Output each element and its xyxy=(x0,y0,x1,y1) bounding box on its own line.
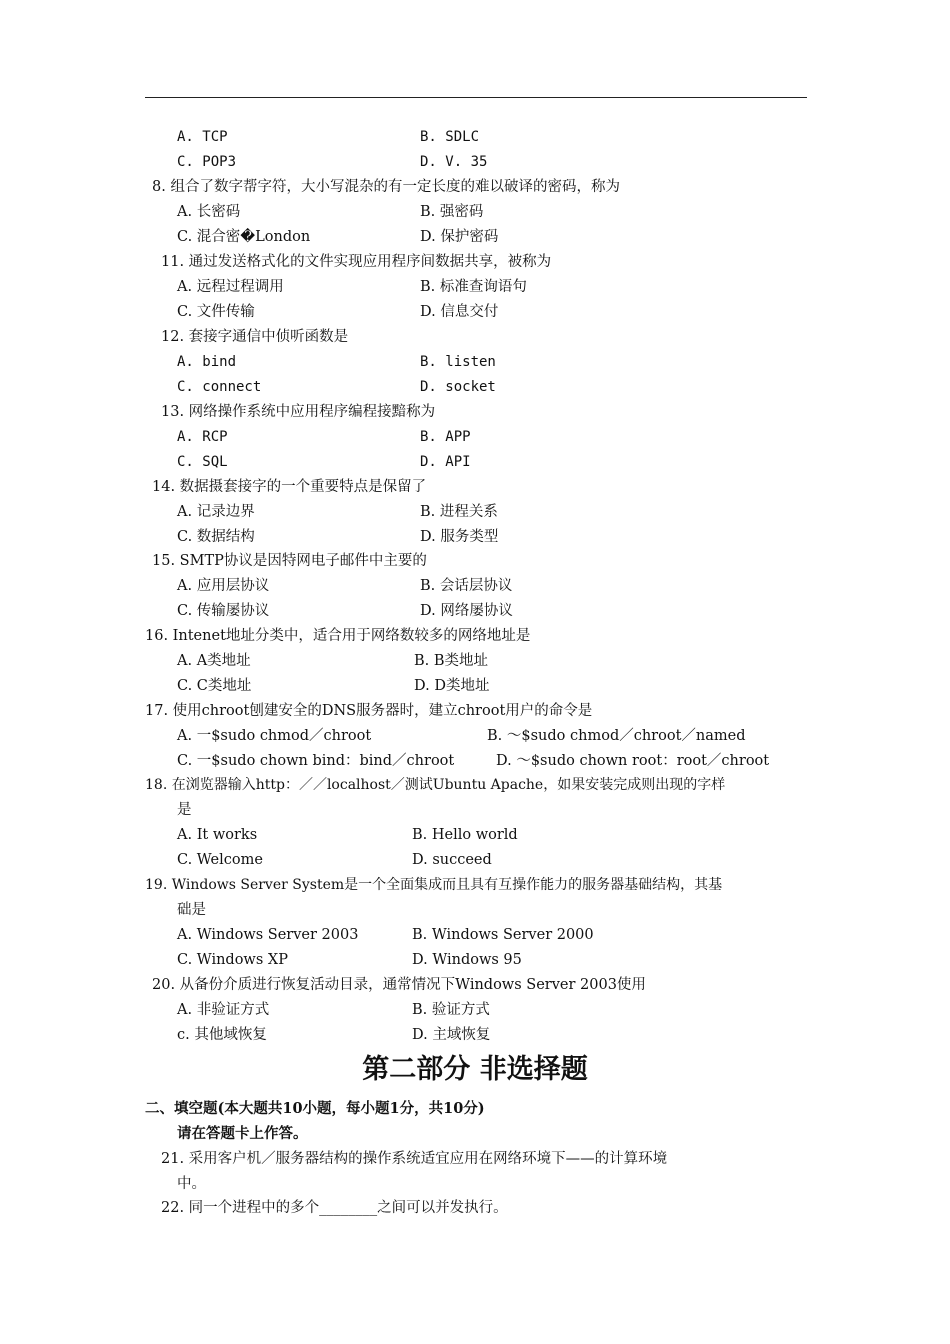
question-stem: 15. SMTP协议是因特网电子邮件中主要的 xyxy=(152,553,427,569)
option-c: C. Welcome xyxy=(177,852,263,868)
question-stem: 19. Windows Server System是一个全面集成而且具有互操作能力的服务器基础结构，其基 xyxy=(145,877,723,893)
option-b: B. 标准查询语句 xyxy=(420,279,527,295)
option-b: B. Windows Server 2000 xyxy=(412,927,594,943)
question-stem: 14. 数据摄套接字的一个重要特点是保留了 xyxy=(152,479,427,495)
option-a: A. 非验证方式 xyxy=(177,1002,270,1018)
option-c: C. 混合密�London xyxy=(177,229,311,245)
option-a: A. It works xyxy=(177,827,258,843)
option-c: C. connect xyxy=(177,379,262,395)
option-c: C. Windows XP xyxy=(177,952,288,968)
option-b: B. Hello world xyxy=(412,827,518,843)
option-c: C. 传输屡协议 xyxy=(177,603,270,619)
option-d: D. D类地址 xyxy=(414,678,490,694)
option-c: C. POP3 xyxy=(177,154,237,170)
option-d: D. 网络屡协议 xyxy=(420,603,513,619)
header-rule xyxy=(145,97,807,98)
question-stem: 21. 采用客户机／服务器结构的操作系统适宜应用在网络环境下——的计算环境 xyxy=(161,1151,668,1167)
option-a: A. TCP xyxy=(177,129,228,145)
option-a: A. RCP xyxy=(177,429,228,445)
option-b: B. 进程关系 xyxy=(420,504,498,520)
option-a: A. 应用层协议 xyxy=(177,578,270,594)
question-stem: 18. 在浏览器输入http：／／localhost／测试Ubuntu Apache，如果安装完成则出现的字样 xyxy=(145,777,726,793)
question-stem-continuation: 础是 xyxy=(177,902,206,918)
option-d: D. API xyxy=(420,454,471,470)
option-a: A. bind xyxy=(177,354,237,370)
option-a: A. A类地址 xyxy=(177,653,251,669)
option-d: D. 保护密码 xyxy=(420,229,499,245)
section-instruction: 请在答题卡上作答。 xyxy=(177,1125,308,1142)
option-d: D. 主域恢复 xyxy=(412,1027,491,1043)
option-d: D. V. 35 xyxy=(420,154,488,170)
option-a: A. Windows Server 2003 xyxy=(177,927,359,943)
option-a: A. 一$sudo chmod／chroot xyxy=(177,728,372,744)
option-b: B. 强密码 xyxy=(420,204,484,220)
option-a: A. 记录边界 xyxy=(177,504,255,520)
option-b: B. listen xyxy=(420,354,496,370)
option-c: C. C类地址 xyxy=(177,678,252,694)
option-c: C. 文件传输 xyxy=(177,304,255,320)
option-b: B. 会话层协议 xyxy=(420,578,513,594)
option-b: B. ～$sudo chmod／chroot／named xyxy=(487,728,746,744)
question-stem: 8. 组合了数字帮字符，大小写混杂的有一定长度的难以破译的密码，称为 xyxy=(152,179,620,195)
option-b: B. APP xyxy=(420,429,471,445)
option-d: D. 信息交付 xyxy=(420,304,499,320)
option-a: A. 长密码 xyxy=(177,204,241,220)
option-c: C. SQL xyxy=(177,454,228,470)
option-c: C. 一$sudo chown bind：bind／chroot xyxy=(177,753,455,769)
part-heading: 第二部分 非选择题 xyxy=(362,1054,588,1085)
question-stem: 17. 使用chroot刨建安全的DNS服务器时，建立chroot用户的命令是 xyxy=(145,703,593,719)
question-stem: 22. 同一个进程中的多个________之间可以并发执行。 xyxy=(161,1200,508,1216)
option-b: B. 验证方式 xyxy=(412,1002,490,1018)
question-stem-continuation: 中。 xyxy=(177,1176,206,1192)
question-stem-continuation: 是 xyxy=(177,802,192,818)
section-title: 二、填空题(本大题共10小题，每小题1分，共10分) xyxy=(145,1100,485,1117)
question-stem: 11. 通过发送格式化的文件实现应用程序间数据共享，被称为 xyxy=(161,254,552,270)
option-a: A. 远程过程调用 xyxy=(177,279,284,295)
option-c: c. 其他域恢复 xyxy=(177,1027,267,1043)
question-stem: 16. Intenet地址分类中，适合用于网络数较多的网络地址是 xyxy=(145,628,531,644)
option-d: D. Windows 95 xyxy=(412,952,522,968)
option-d: D. succeed xyxy=(412,852,492,868)
option-c: C. 数据结构 xyxy=(177,529,255,545)
option-b: B. SDLC xyxy=(420,129,480,145)
option-d: D. socket xyxy=(420,379,496,395)
option-d: D. ～$sudo chown root：root／chroot xyxy=(496,753,770,769)
question-stem: 13. 网络操作系统中应用程序编程接黯称为 xyxy=(161,404,436,420)
option-d: D. 服务类型 xyxy=(420,529,499,545)
question-stem: 12. 套接字通信中侦听函数是 xyxy=(161,329,349,345)
question-stem: 20. 从备份介质进行恢复活动目录，通常情况下Windows Server 2003使用 xyxy=(152,977,646,993)
option-b: B. B类地址 xyxy=(414,653,489,669)
